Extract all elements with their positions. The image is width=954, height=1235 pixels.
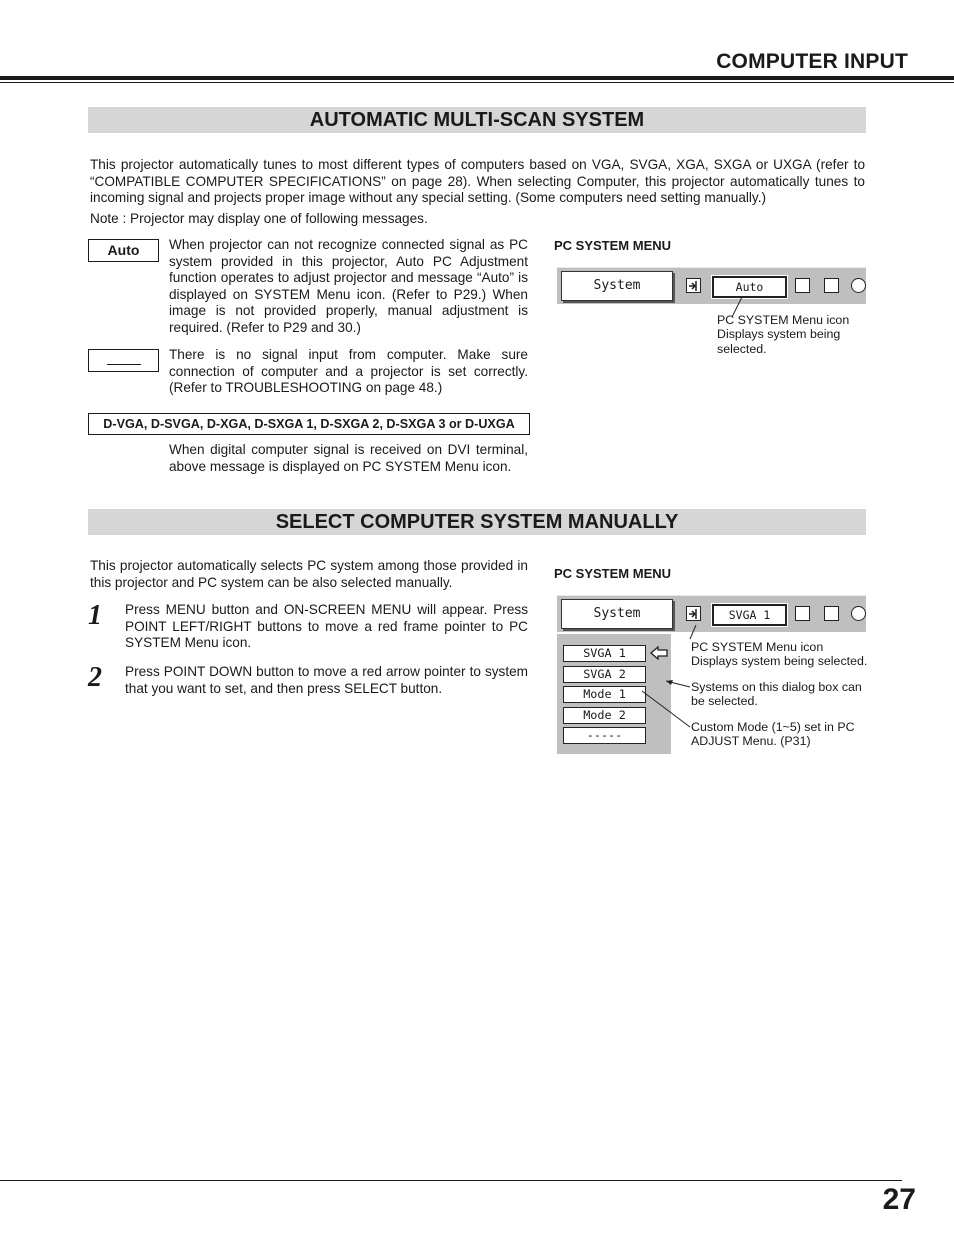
pc-system-value-2[interactable]: SVGA 1 [712, 604, 787, 626]
settings-icon[interactable] [851, 278, 866, 293]
menu-icon-callout-2: PC SYSTEM Menu icon Displays system being selected. [691, 640, 868, 669]
auto-note: Note : Projector may display one of following messages. [90, 211, 428, 226]
settings-icon[interactable] [851, 606, 866, 621]
system-option[interactable]: SVGA 2 [563, 666, 646, 683]
dialog-callout: Systems on this dialog box can be selected. [691, 680, 862, 709]
step-1-text: Press MENU button and ON-SCREEN MENU will appear. Press POINT LEFT/RIGHT buttons to move a red frame pointer to PC SYSTEM Menu icon. [125, 602, 528, 651]
footer-rule [0, 1180, 902, 1181]
page-number: 27 [882, 1183, 916, 1216]
menu-icon-callout: PC SYSTEM Menu icon Displays system being selected. [717, 313, 850, 356]
input-icon[interactable] [686, 606, 701, 621]
menu-bar-2 [557, 595, 866, 632]
step-1-number: 1 [88, 600, 102, 631]
menu-tab-system[interactable]: System [561, 271, 673, 301]
system-option[interactable]: ----- [563, 727, 646, 744]
system-option[interactable]: SVGA 1 [563, 645, 646, 662]
pc-system-menu-label-2: PC SYSTEM MENU [554, 566, 672, 581]
step-2-text: Press POINT DOWN button to move a red arrow pointer to system that you want to set, and then press SELECT button. [125, 664, 528, 696]
auto-message-box: Auto [88, 239, 159, 262]
menu-bar [557, 267, 866, 304]
manual-intro: This projector automatically selects PC system among those provided in this projector and PC system can be also selected manually. [90, 558, 528, 590]
screen-icon[interactable] [824, 606, 839, 621]
no-signal-box [88, 349, 159, 372]
pc-system-menu-label: PC SYSTEM MENU [554, 238, 672, 253]
system-option[interactable]: Mode 2 [563, 707, 646, 724]
auto-intro: This projector automatically tunes to most different types of computers based on VGA, SVGA, XGA, SXGA or UXGA (refer to “COMPATIBLE COMPUTER SPECIFICATIONS” on page 28). When selecting Computer, this projector automatically tunes to incoming signal and projects proper image without any special setting. (Some computers need setting manually.) [90, 157, 865, 206]
input-icon[interactable] [686, 278, 701, 293]
pc-system-value[interactable]: Auto [712, 276, 787, 298]
header-rule-thin [0, 82, 954, 83]
monitor-icon[interactable] [795, 278, 810, 293]
manual-section-title: SELECT COMPUTER SYSTEM MANUALLY [88, 509, 866, 535]
custom-mode-callout: Custom Mode (1~5) set in PC ADJUST Menu. (P31) [691, 720, 855, 749]
auto-message-text: When projector can not recognize connected signal as PC system provided in this projector, Auto PC Adjustment function operates to adjust projector and message “Auto” is displayed on SYSTEM Menu icon. (Refer to P29.) When image is not provided properly, manual adjustment is required. (Refer to P29 and 30.) [169, 237, 528, 335]
digital-message-box: D-VGA, D-SVGA, D-XGA, D-SXGA 1, D-SXGA 2, D-SXGA 3 or D-UXGA [88, 413, 530, 435]
menu-tab-system-2[interactable]: System [561, 599, 673, 629]
callout-lines [630, 625, 700, 765]
step-2-number: 2 [88, 662, 102, 693]
screen-icon[interactable] [824, 278, 839, 293]
system-option[interactable]: Mode 1 [563, 686, 646, 703]
no-signal-text: There is no signal input from computer. Make sure connection of computer and a projector is set correctly. (Refer to TROUBLESHOOTING on page 48.) [169, 347, 528, 396]
section-header: COMPUTER INPUT [716, 50, 908, 73]
auto-section-title: AUTOMATIC MULTI-SCAN SYSTEM [88, 107, 866, 133]
digital-message-text: When digital computer signal is received on DVI terminal, above message is displayed on PC SYSTEM Menu icon. [169, 442, 528, 474]
monitor-icon[interactable] [795, 606, 810, 621]
dash-icon [107, 364, 141, 366]
header-rule [0, 76, 954, 80]
